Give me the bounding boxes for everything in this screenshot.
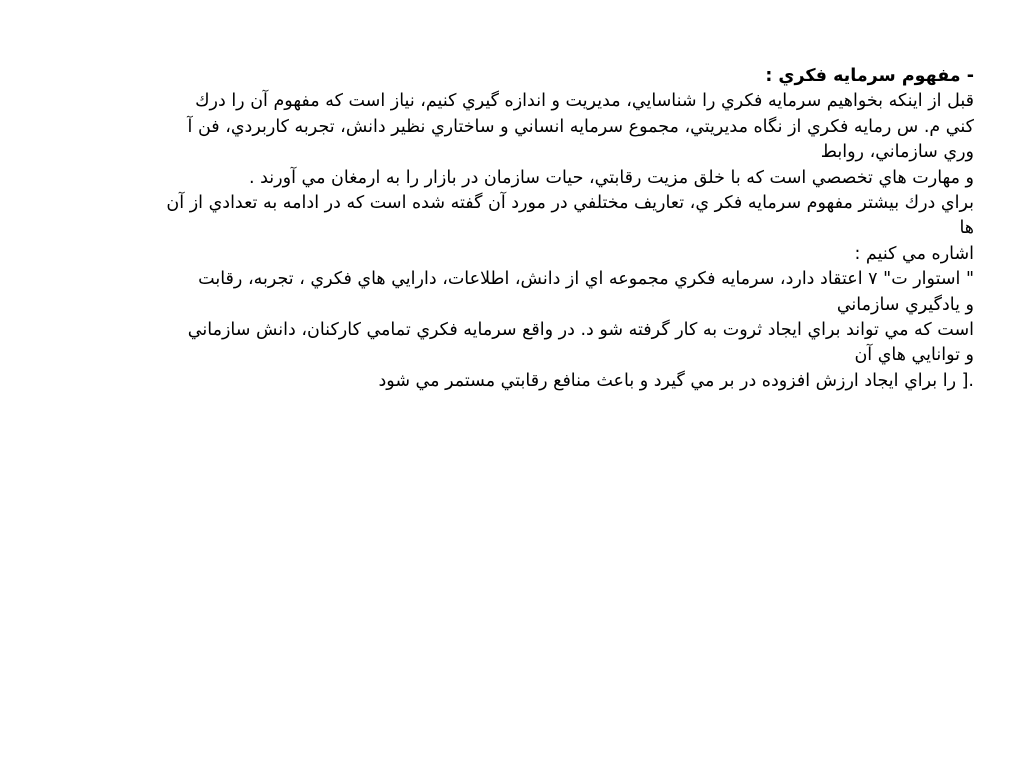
paragraph-line: و مهارت هاي تخصصي است كه با خلق مزيت رقابتي، حيات سازمان در بازار را به ارمغان مي آورند . xyxy=(249,167,974,188)
section-heading: - مفهوم سرمايه فكري : xyxy=(765,66,974,86)
paragraph-line: اشاره مي كنيم : xyxy=(854,243,974,264)
paragraph-line: ها xyxy=(959,218,974,239)
paragraph-line: است كه مي تواند براي ايجاد ثروت به كار گرفته شو د. در واقع سرمايه فكري تمامي كاركنان، دانش سازماني xyxy=(187,320,974,341)
paragraph-line: و يادگيري سازماني xyxy=(836,294,974,315)
paragraph-line: وري سازماني، روابط xyxy=(820,142,974,163)
paragraph-line: براي درك بيشتر مفهوم سرمايه فكر ي، تعاريف مختلفي در مورد آن گفته شده است كه در ادامه به تعدادي از آن xyxy=(166,193,974,214)
paragraph-line: كني م. س رمايه فكري از نگاه مديريتي، مجموع سرمايه انساني و ساختاري نظير دانش، تجربه كاربردي، فن آ xyxy=(187,116,974,137)
paragraph-line: و توانايي هاي آن xyxy=(854,345,974,366)
text-block xyxy=(52,64,974,394)
paragraph-line: قبل از اينكه بخواهيم سرمايه فكري را شناسايي، مديريت و اندازه گيري كنيم، نياز است كه مفهوم آن را درك xyxy=(195,91,974,112)
paragraph-line: .[ را براي ايجاد ارزش افزوده در بر مي گيرد و باعث منافع رقابتي مستمر مي شود xyxy=(378,370,974,391)
paragraph-line: " استوار ت" ٧ اعتقاد دارد، سرمايه فكري مجموعه اي از دانش، اطلاعات، دارايي هاي فكري ، تجربه، رقابت xyxy=(198,269,974,290)
